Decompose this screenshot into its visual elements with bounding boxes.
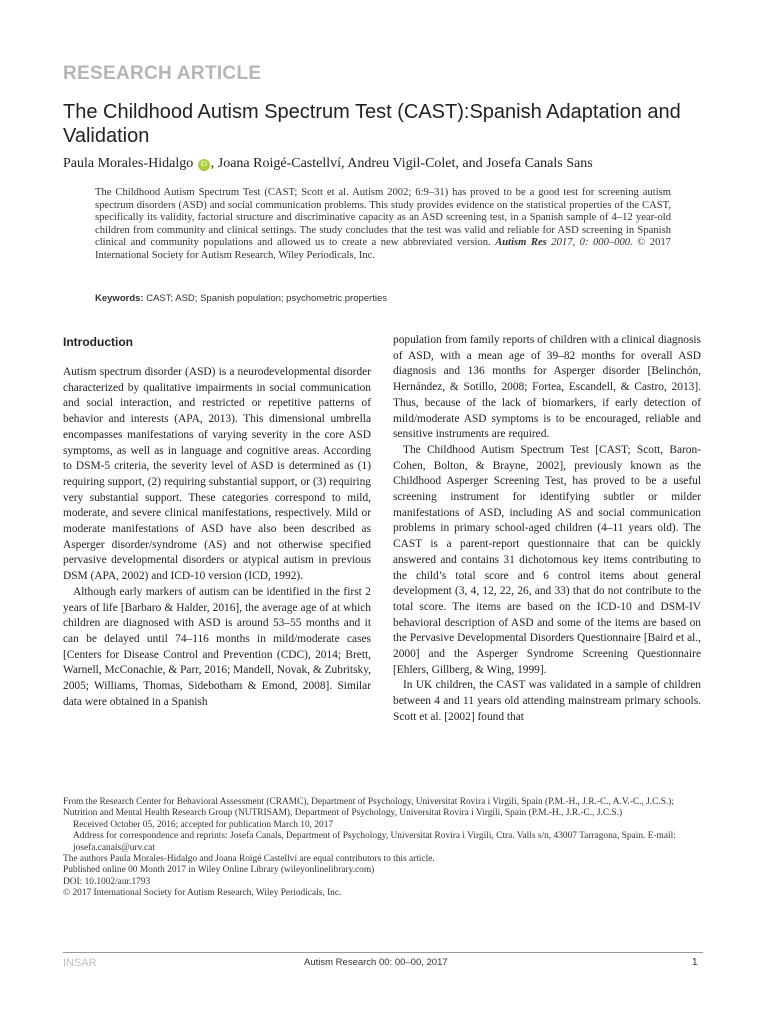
page-number: 1 [692, 957, 698, 968]
author-list [63, 156, 703, 172]
footnote-affiliation: From the Research Center for Behavioral Assessment (CRAMC), Department of Psychology, Universitat Rovira i Virgili, Spain (P.M.-H., J.R.-C., A.V.-C., J.C.S.); Nutrition and Mental Health Research Group (NUTRISAM), Department of Psychology, Universitat Rovira i Virgili, Spain (P.M.-H., J.R.-C., J.C.S.) [63, 797, 675, 819]
footnote-doi[interactable]: DOI: 10.1002/aur.1793 [63, 876, 151, 887]
footnotes [63, 797, 703, 900]
abstract-citation [495, 237, 633, 248]
column-left [63, 333, 371, 710]
footer-journal: Autism Research 00: 00–00, 2017 [304, 957, 448, 968]
section-label: RESEARCH ARTICLE [63, 63, 262, 84]
orcid-icon[interactable]: iD [198, 159, 210, 171]
abstract [95, 187, 671, 263]
body-paragraph: The Childhood Autism Spectrum Test [CAST; Scott, Baron-Cohen, Bolton, & Brayne, 2002], previously known as the Childhood Asperger Screening Test, has proved to be a useful screening instrument for identifying subtler or milder manifestations of ASD, including AS and social communication problems in primary school-aged children (4–11 years old). The CAST is a parent-report questionnaire that can be quickly answered and contains 31 dichotomous key items contributing to the child’s total score and 6 control items about general development (3, 4, 12, 22, 26, and 33) that do not contribute to the total score. The items are based on the ICD-10 and DSM-IV behavioral description of ASD and some of the items are based on the Pervasive Developmental Disorders Questionnaire [Baird et al., 2000] and the Asperger Syndrome Screening Questionnaire [Ehlers, Gillberg, & Wing, 1999]. [393, 443, 701, 676]
footnote-equal-contribution: The authors Paula Morales-Hidalgo and Joana Roigé Castellví are equal contributors to this article. [63, 854, 435, 865]
keywords-text: CAST; ASD; Spanish population; psychometric properties [143, 293, 388, 304]
author-first[interactable]: Paula Morales-Hidalgo [63, 156, 194, 171]
body-paragraph: Autism spectrum disorder (ASD) is a neurodevelopmental disorder characterized by qualitative impairments in social communication and social interaction, and restricted or repetitive patterns of behavior and interests (APA, 2013). This dimensional umbrella encompasses manifestations of varying severity in the core ASD symptoms, as well as in language and cognitive areas. According to DSM-5 criteria, the severity level of ASD is determined as (1) requiring support, (2) requiring substantial support, or (3) requiring very substantial support. These categories correspond to mild, moderate, and severe clinical manifestations, respectively. Mild or moderate manifestations of ASD have also been described as Asperger disorder/syndrome (AS) and not otherwise specified pervasive developmental disorders or atypical autism in previous DSM (APA, 2002) and ICD-10 version (ICD, 1992). [63, 366, 371, 583]
footer-divider [63, 952, 703, 953]
intro-heading: Introduction [63, 335, 133, 349]
footnote-received: Received October 05, 2016; accepted for publication March 10, 2017 [73, 819, 334, 830]
keywords-label: Keywords: [95, 293, 144, 304]
footnote-published: Published online 00 Month 2017 in Wiley Online Library (wileyonlinelibrary.com) [63, 865, 375, 876]
article-title: The Childhood Autism Spectrum Test (CAST):Spanish Adaptation and Validation [63, 101, 681, 147]
footnote-copyright: © 2017 International Society for Autism Research, Wiley Periodicals, Inc. [63, 888, 342, 899]
citation-rest: 2017, 0: 000–000. [546, 237, 633, 249]
citation-journal: Autism Res [495, 237, 547, 249]
footnote-correspondence: Address for correspondence and reprints: Josefa Canals, Department of Psychology, Universitat Rovira i Virgili, Ctra. Valls s/n, 43007 Tarragona, Spain. E-mail: josefa.canals@urv.cat [73, 831, 676, 853]
body-paragraph: population from family reports of children with a clinical diagnosis of ASD, with a mean age of 39–82 months for overall ASD diagnosis and 136 months for Asperger disorder [Belinchón, Hernández, & Sotillo, 2008; Fortea, Escandell, & Castro, 2013]. Thus, because of the lack of biomarkers, if early detection of mild/moderate ASD symptoms is to be encouraged, reliable and sensitive instruments are required. [393, 334, 701, 441]
author-rest: , Joana Roigé-Castellví, Andreu Vigil-Colet, and Josefa Canals Sans [210, 156, 593, 171]
body-paragraph: In UK children, the CAST was validated in a sample of children between 4 and 11 years old attending mainstream primary schools. Scott et al. [2002] found that [393, 679, 701, 723]
keywords [95, 293, 671, 304]
footer-logo: INSAR [63, 957, 97, 969]
abstract-text: The Childhood Autism Spectrum Test (CAST; Scott et al. Autism 2002; 6:9–31) has proved to be a good test for screening autism spectrum disorders (ASD) and social communication problems. This study provides evidence on the statistical properties of the CAST, specifically its validity, factorial structure and discriminative capacity as an ASD screening test, in a Spanish sample of 4–12 year-old children from community and clinical settings. The study concludes that the test was valid and reliable for ASD screening in Spanish clinical and community populations and allowed us to create a new abbreviated version. [95, 187, 671, 249]
body-paragraph: Although early markers of autism can be identified in the first 2 years of life [Barbaro & Halder, 2016], the average age of at which children are diagnosed with ASD is around 53–55 months and it can be delayed until 74–116 months in mild/moderate cases [Centers for Disease Control and Prevention (CDC), 2014; Brett, Warnell, McConachie, & Parr, 2016; Mandell, Novak, & Zubritsky, 2005; Williams, Thomas, Sidebotham & Emond, 2008]. Similar data were obtained in a Spanish [63, 585, 371, 708]
abstract-copyright: © 2017 International Society for Autism Research, Wiley Periodicals, Inc. [95, 237, 671, 261]
column-right [393, 333, 701, 726]
